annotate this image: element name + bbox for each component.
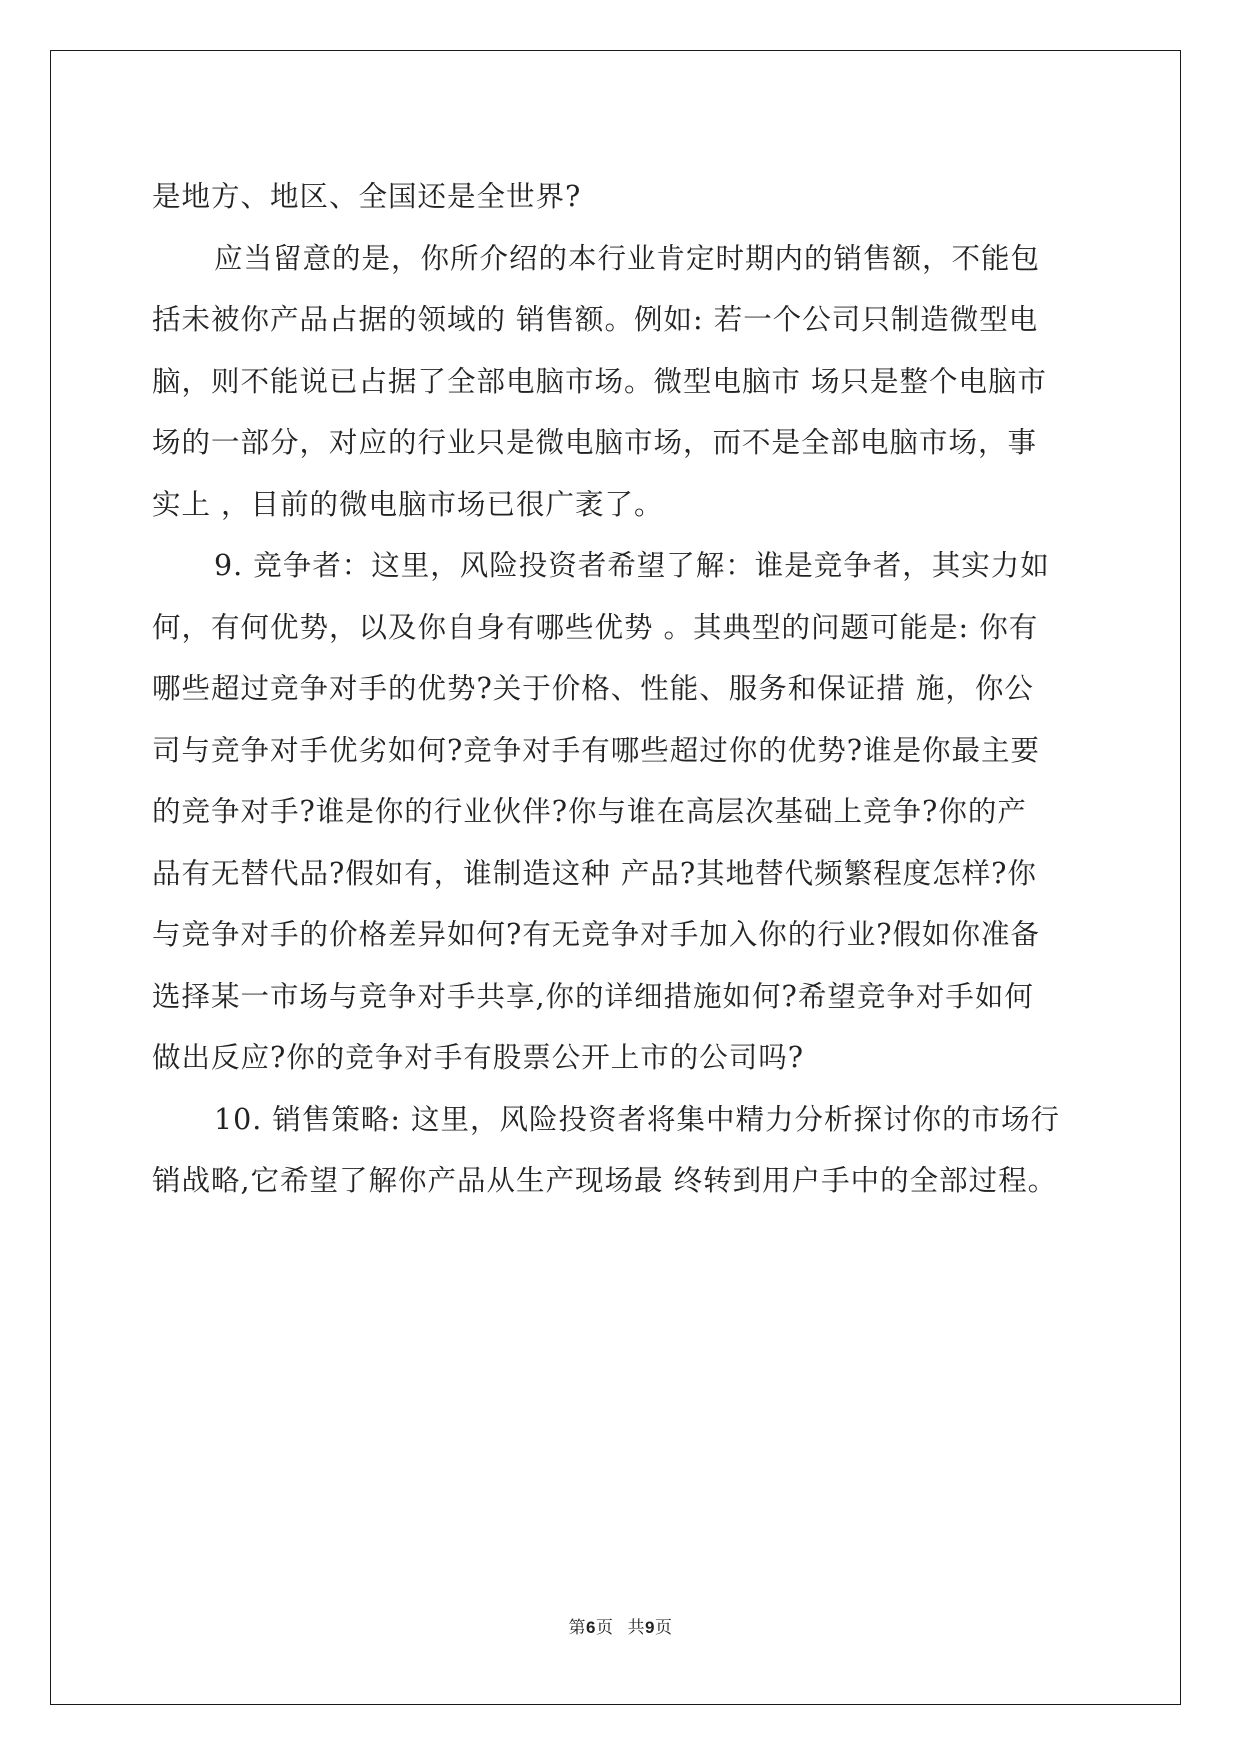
- text-line: 应当留意的是，你所介绍的本行业肯定时期内的销售额，不能包: [214, 241, 1041, 275]
- text-line: 选择某一市场与竞争对手共享,你的详细措施如何?希望竞争对手如何: [152, 979, 1034, 1013]
- total-suffix: 页: [654, 1618, 673, 1638]
- total-prefix: 共: [627, 1618, 645, 1638]
- text-line: 是地方、地区、全国还是全世界?: [152, 180, 582, 213]
- page-prefix: 第: [568, 1618, 587, 1638]
- text-line: 何，有何优势，以及你自身有哪些优势 。其典型的问题可能是: 你有: [152, 610, 1039, 644]
- text-line: 实上 ，目前的微电脑市场已很广袤了。: [152, 487, 664, 521]
- text-line: 销战略,它希望了解你产品从生产现场最 终转到用户手中的全部过程。: [152, 1164, 1058, 1197]
- text-line: 9. 竞争者：这里，风险投资者希望了解：谁是竞争者，其实力如: [214, 549, 1050, 582]
- text-line: 场的一部分，对应的行业只是微电脑市场，而不是全部电脑市场，事: [152, 426, 1038, 459]
- text-line: 10. 销售策略: 这里，风险投资者将集中精力分析探讨你的市场行: [214, 1102, 1061, 1136]
- page-footer: [0, 1613, 1241, 1638]
- text-line: 哪些超过竞争对手的优势?关于价格、性能、服务和保证措 施，你公: [152, 672, 1034, 705]
- text-line: 司与竞争对手优劣如何?竞争对手有哪些超过你的优势?谁是你最主要: [152, 733, 1041, 767]
- paragraph: [152, 1089, 1084, 1212]
- page-suffix: 页: [596, 1618, 614, 1638]
- paragraph: [152, 535, 1084, 1089]
- text-line: 脑，则不能说已占据了全部电脑市场。微型电脑市 场只是整个电脑市: [152, 364, 1048, 398]
- text-line: 做出反应?你的竞争对手有股票公开上市的公司吗?: [152, 1041, 805, 1074]
- text-line: 括未被你产品占据的领域的 销售额。例如: 若一个公司只制造微型电: [152, 303, 1039, 336]
- total-page-number: 9: [645, 1618, 655, 1637]
- paragraph: [152, 166, 1084, 228]
- current-page-number: 6: [586, 1618, 596, 1637]
- text-line: 品有无替代品?假如有，谁制造这种 产品?其地替代频繁程度怎样?你: [152, 856, 1037, 890]
- text-line: 的竞争对手?谁是你的行业伙伴?你与谁在高层次基础上竞争?你的产: [152, 795, 1027, 828]
- paragraph: [152, 228, 1084, 536]
- text-line: 与竞争对手的价格差异如何?有无竞争对手加入你的行业?假如你准备: [152, 918, 1041, 951]
- document-body: [152, 166, 1084, 1212]
